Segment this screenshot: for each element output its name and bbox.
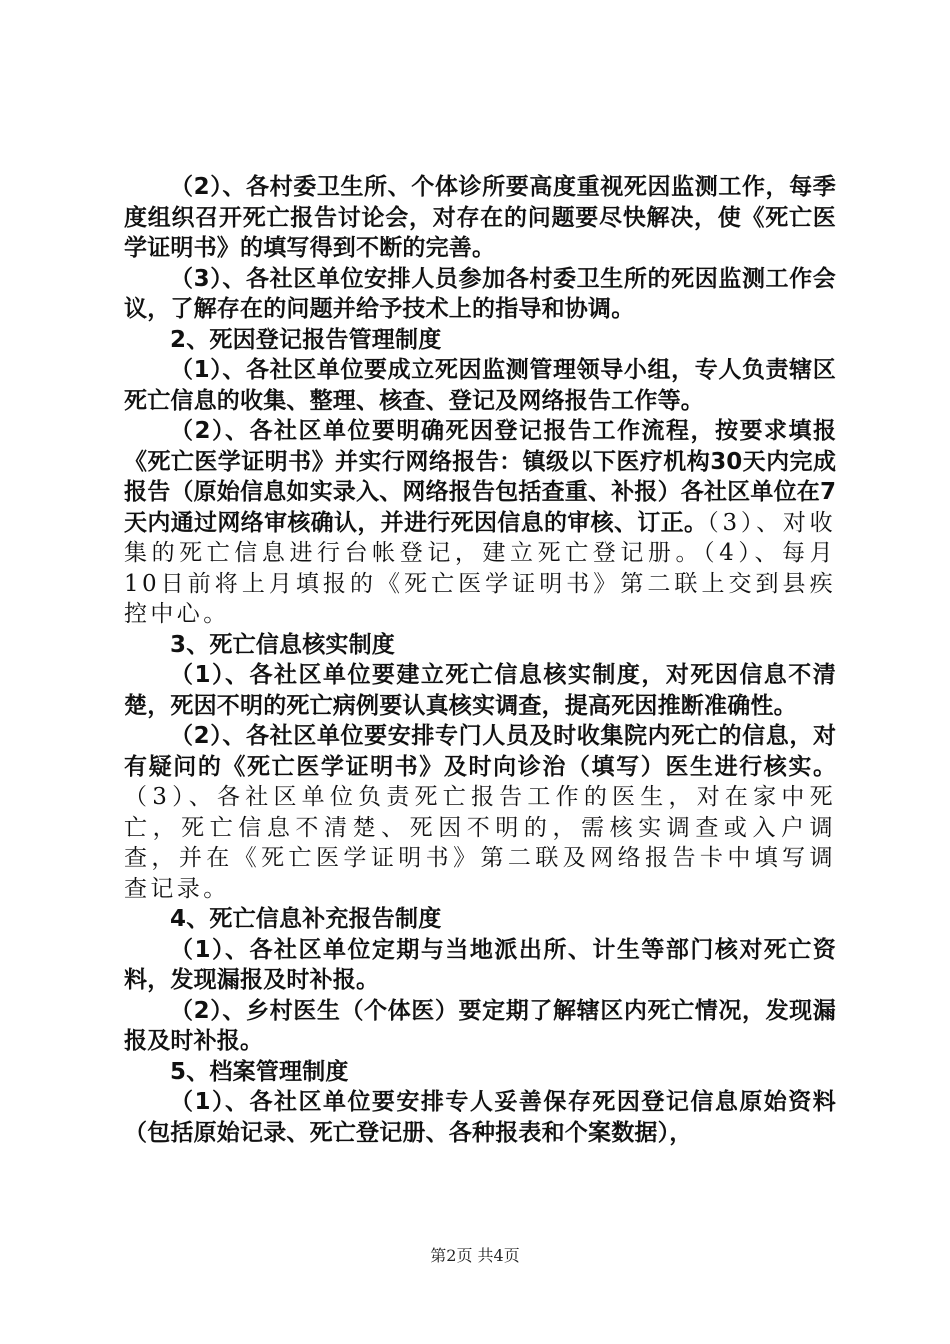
paragraph-police-check: （1）、各社区单位定期与当地派出所、计生等部门核对死亡资料，发现漏报及时补报。	[124, 936, 836, 993]
page-number: 第2页 共4页	[430, 1246, 520, 1265]
paragraph-reporting-workflow-extra: （3）、对收集的死亡信息进行台帐登记，建立死亡登记册。（4）、每月10日前将上月填报的《死亡医学证明书》第二联上交到县疾控中心。	[124, 509, 836, 627]
section-heading-registration: 2、死因登记报告管理制度	[170, 326, 442, 353]
section-heading-verification: 3、死亡信息核实制度	[170, 631, 396, 658]
section-heading-archives: 5、档案管理制度	[170, 1058, 349, 1085]
document-body	[124, 172, 836, 1148]
paragraph-hospital-collection-main: （2）、各社区单位要安排专门人员及时收集院内死亡的信息，对有疑问的《死亡医学证明书》及时向诊治（填写）医生进行核实。	[124, 723, 836, 780]
paragraph-archive-storage: （1）、各社区单位要安排专人妥善保存死因登记信息原始资料（包括原始记录、死亡登记册、各种报表和个案数据），	[124, 1089, 836, 1146]
paragraph-community-meetings: （3）、各社区单位安排人员参加各村委卫生所的死因监测工作会议，了解存在的问题并给予技术上的指导和协调。	[124, 265, 836, 322]
paragraph-hospital-collection-extra: （3）、各社区单位负责死亡报告工作的医生，对在家中死亡，死亡信息不清楚、死因不明的，需核实调查或入户调查，并在《死亡医学证明书》第二联及网络报告卡中填写调查记录。	[124, 784, 836, 902]
paragraph-village-doctors: （2）、乡村医生（个体医）要定期了解辖区内死亡情况，发现漏报及时补报。	[124, 997, 836, 1054]
paragraph-hospital-collection	[124, 721, 836, 904]
paragraph-leading-group: （1）、各社区单位要成立死因监测管理领导小组，专人负责辖区死亡信息的收集、整理、核查、登记及网络报告工作等。	[124, 357, 836, 414]
section-heading-supplementary: 4、死亡信息补充报告制度	[170, 906, 442, 932]
paragraph-verification-system: （1）、各社区单位要建立死亡信息核实制度，对死因信息不清楚，死因不明的死亡病例要认真核实调查，提高死因推断准确性。	[124, 662, 836, 719]
paragraph-reporting-workflow	[124, 416, 836, 630]
paragraph-reporting-workflow-main: （2）、各社区单位要明确死因登记报告工作流程，按要求填报《死亡医学证明书》并实行网络报告：镇级以下医疗机构30天内完成报告（原始信息如实录入、网络报告包括查重、补报）各社区单位在7天内通过网络审核确认，并进行死因信息的审核、订正。	[124, 418, 836, 536]
paragraph-village-clinics: （2）、各村委卫生所、个体诊所要高度重视死因监测工作，每季度组织召开死亡报告讨论会，对存在的问题要尽快解决，使《死亡医学证明书》的填写得到不断的完善。	[124, 174, 836, 261]
